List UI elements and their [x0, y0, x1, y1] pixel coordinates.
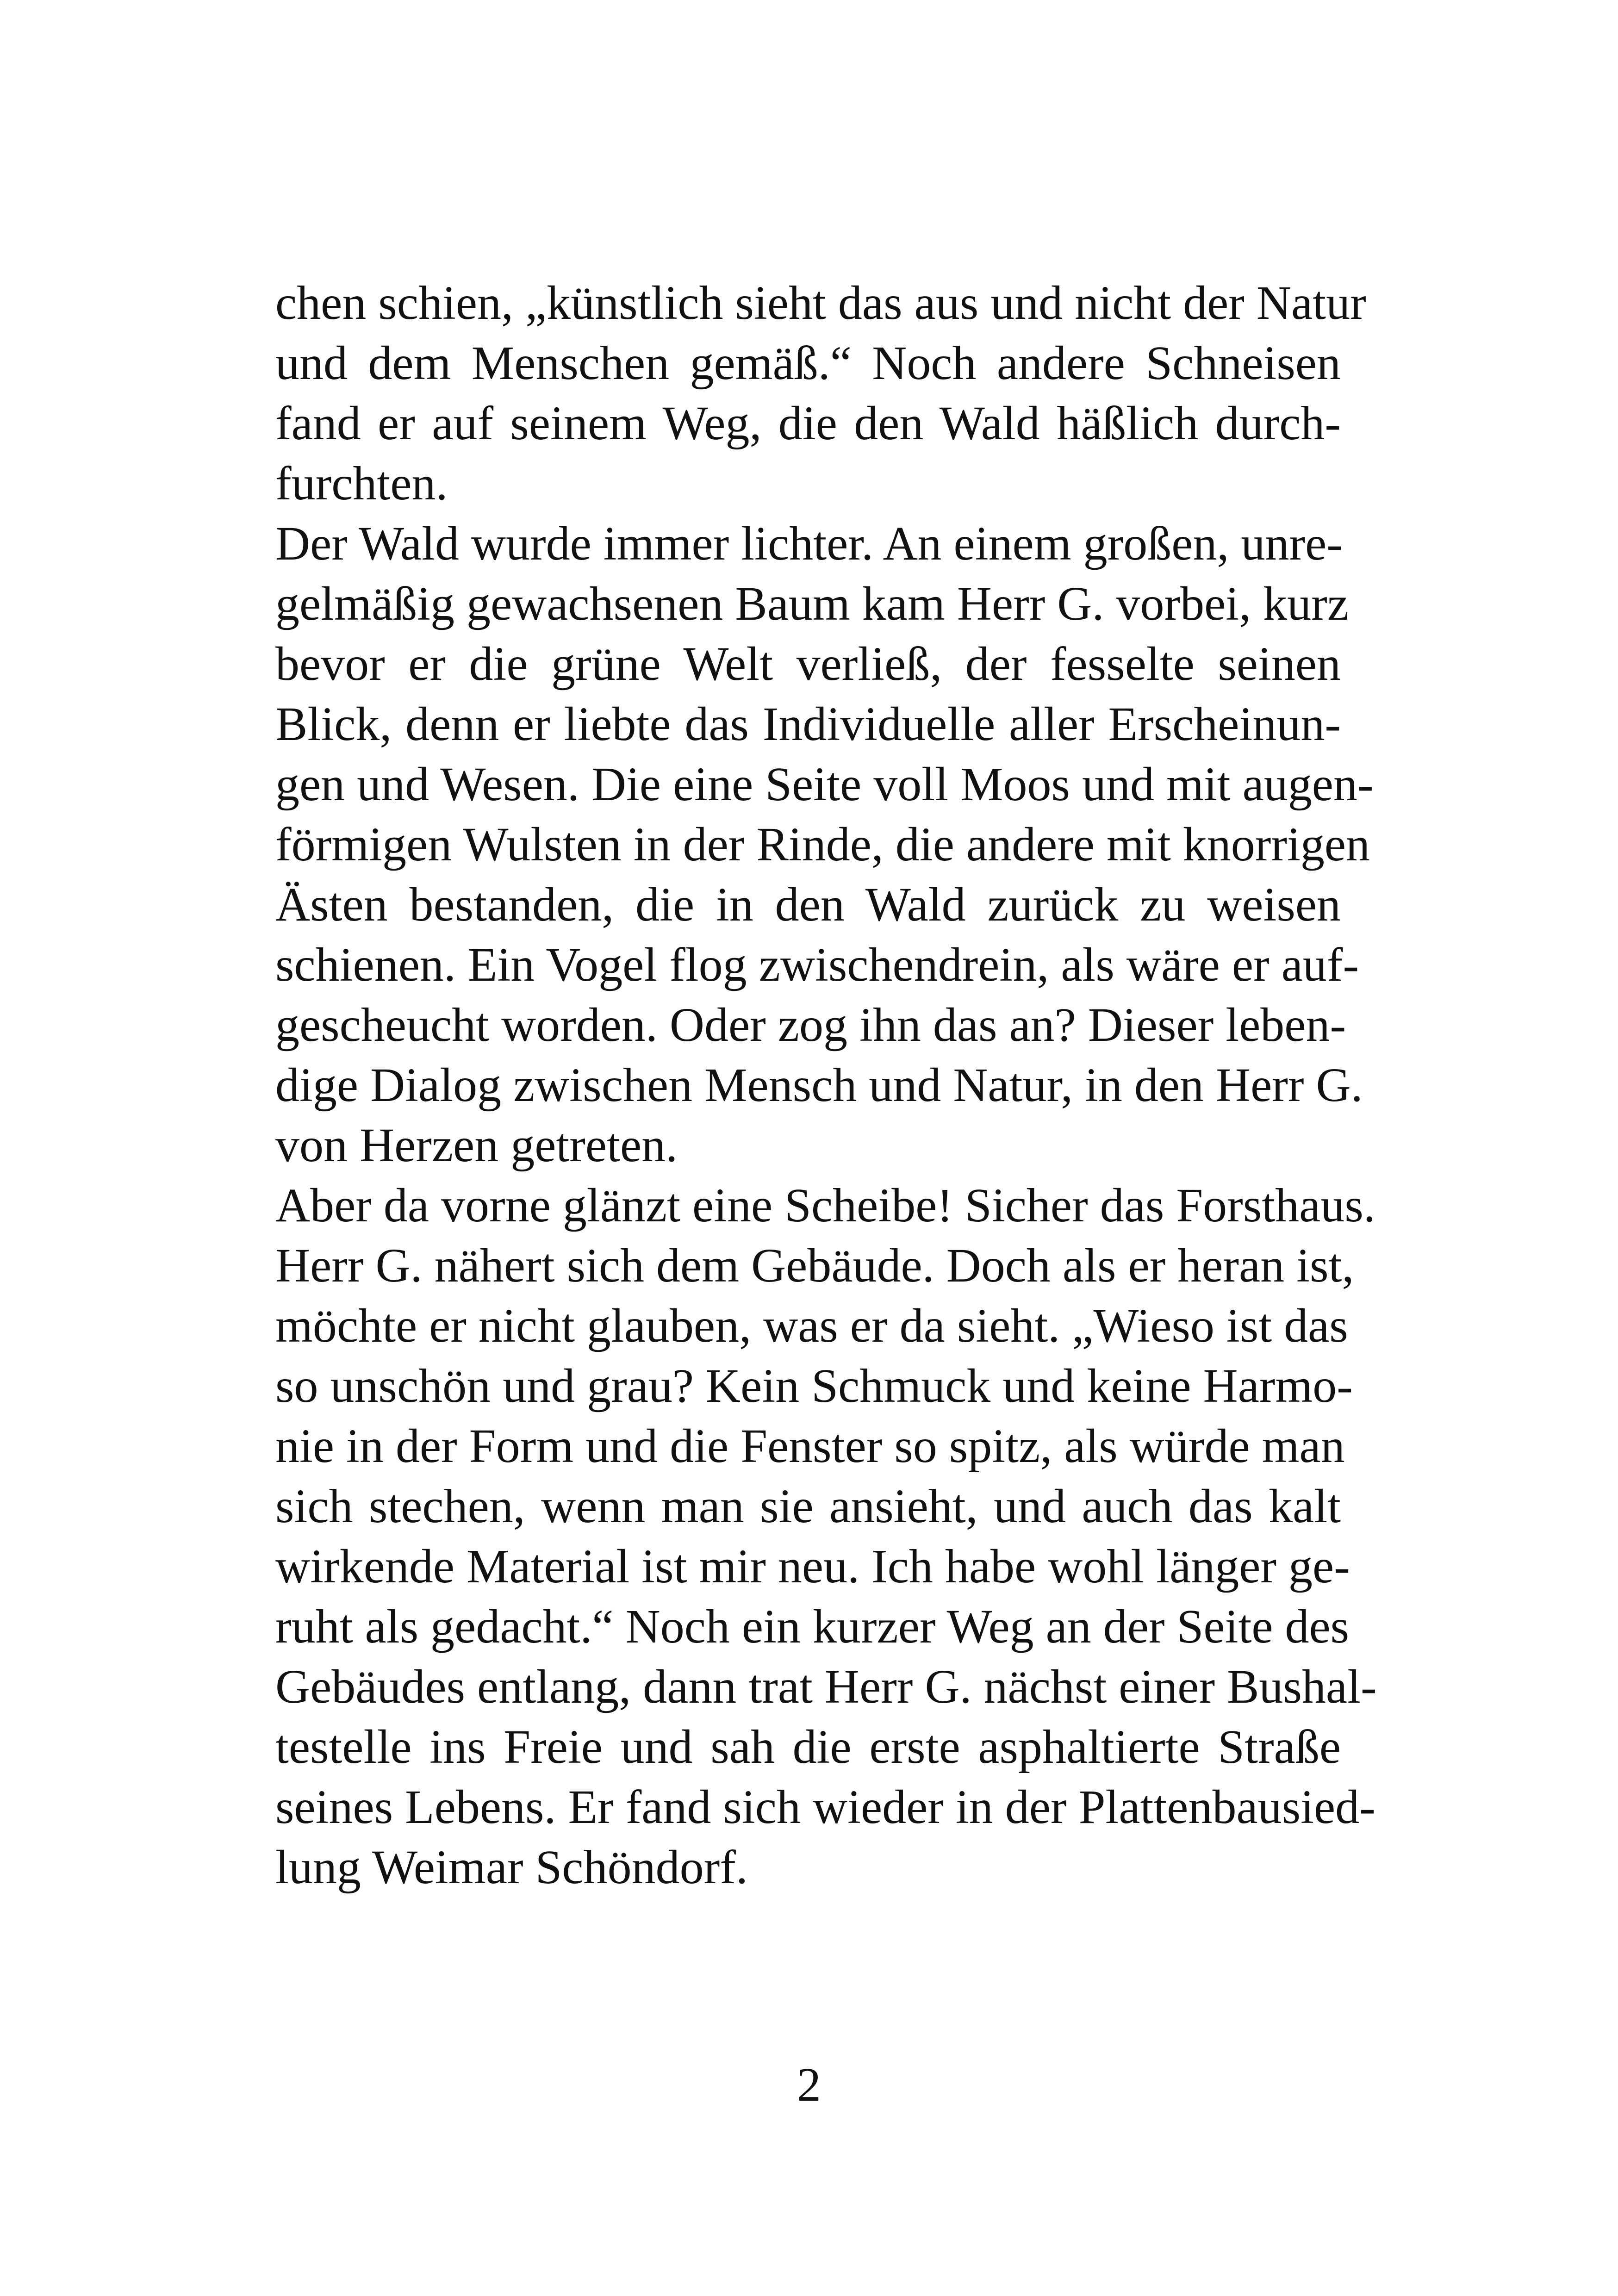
text-line: fand er auf seinem Weg, die den Wald häßlich durch-: [275, 397, 1341, 450]
text-line: wirkende Material ist mir neu. Ich habe wohl länger ge-: [275, 1540, 1350, 1593]
text-line: furchten.: [275, 457, 448, 510]
text-line: Ästen bestanden, die in den Wald zurück zu weisen: [275, 878, 1341, 931]
paragraph-1: [275, 273, 1366, 514]
text-line: sich stechen, wenn man sie ansieht, und auch das kalt: [275, 1480, 1341, 1533]
text-line: gelmäßig gewachsenen Baum kam Herr G. vorbei, kurz: [275, 577, 1349, 630]
body-text: [275, 273, 1377, 1898]
text-line: von Herzen getreten.: [275, 1119, 678, 1172]
paragraph-2: [275, 514, 1374, 1176]
text-line: dige Dialog zwischen Mensch und Natur, in den Herr G.: [275, 1058, 1363, 1112]
text-line: testelle ins Freie und sah die erste asphaltierte Straße: [275, 1720, 1341, 1773]
text-line: bevor er die grüne Welt verließ, der fesselte seinen: [275, 637, 1341, 691]
text-line: schienen. Ein Vogel flog zwischendrein, als wäre er auf-: [275, 938, 1359, 991]
text-line: gescheucht worden. Oder zog ihn das an? Dieser leben-: [275, 998, 1346, 1052]
text-line: so unschön und grau? Kein Schmuck und keine Harmo-: [275, 1359, 1353, 1412]
text-line: Blick, denn er liebte das Individuelle aller Erscheinun-: [275, 697, 1341, 751]
text-line: gen und Wesen. Die eine Seite voll Moos und mit augen-: [275, 758, 1374, 811]
text-line: Aber da vorne glänzt eine Scheibe! Sicher das Forsthaus.: [275, 1179, 1375, 1232]
text-line: lung Weimar Schöndorf.: [275, 1841, 748, 1894]
text-line: ruht als gedacht.“ Noch ein kurzer Weg an der Seite des: [275, 1600, 1350, 1653]
text-line: förmigen Wulsten in der Rinde, die andere mit knorrigen: [275, 818, 1370, 871]
text-line: Der Wald wurde immer lichter. An einem großen, unre-: [275, 517, 1343, 570]
page-number: 2: [797, 2058, 821, 2111]
text-line: Gebäudes entlang, dann trat Herr G. nächst einer Bushal-: [275, 1660, 1377, 1713]
text-line: Herr G. nähert sich dem Gebäude. Doch als er heran ist,: [275, 1239, 1354, 1292]
text-line: und dem Menschen gemäß.“ Noch andere Schneisen: [275, 336, 1341, 390]
text-line: chen schien, „künstlich sieht das aus und nicht der Natur: [275, 276, 1366, 330]
text-line: seines Lebens. Er fand sich wieder in der Plattenbausied-: [275, 1780, 1375, 1834]
text-line: nie in der Form und die Fenster so spitz, als würde man: [275, 1419, 1345, 1473]
paragraph-3: [275, 1176, 1377, 1898]
text-line: möchte er nicht glauben, was er da sieht. „Wieso ist das: [275, 1299, 1348, 1352]
